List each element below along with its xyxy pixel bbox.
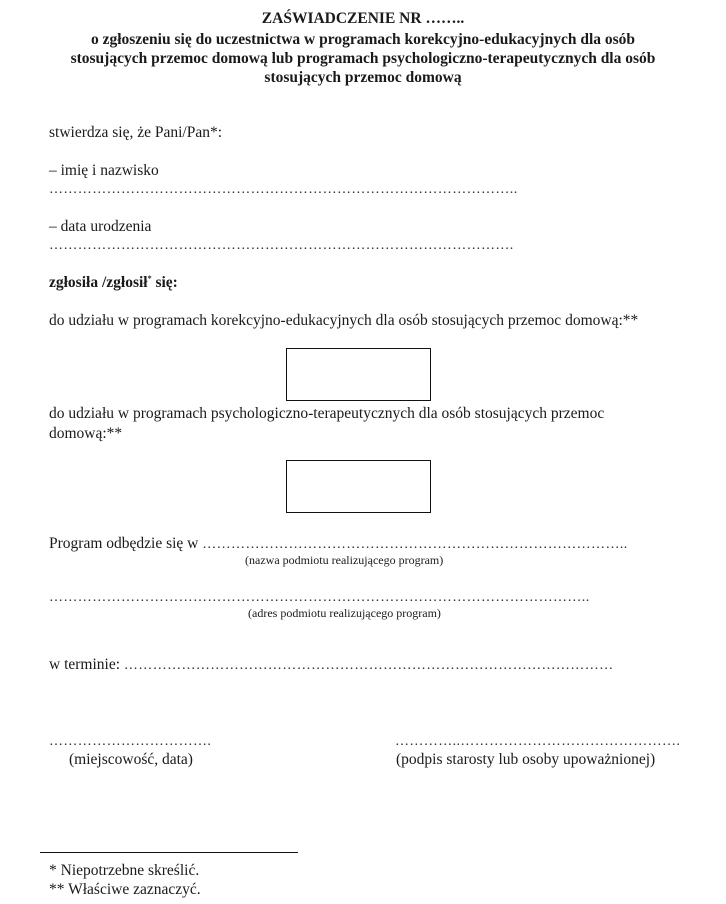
name-label: – imię i nazwisko bbox=[49, 162, 159, 179]
declared-text: zgłosiła /zgłosił bbox=[49, 274, 148, 291]
document-subtitle-line-3: stosujących przemoc domową bbox=[264, 69, 462, 86]
birth-date-label: – data urodzenia bbox=[49, 218, 152, 235]
signature-field[interactable]: …………..………………………………………. bbox=[395, 734, 681, 749]
declared-asterisk: * bbox=[147, 273, 152, 283]
footnote-divider bbox=[40, 852, 298, 853]
program-term-row bbox=[49, 656, 614, 674]
option-psychological-checkbox[interactable] bbox=[286, 460, 431, 513]
option-corrective-educational-checkbox[interactable] bbox=[286, 348, 431, 401]
program-term-label: w terminie: bbox=[49, 656, 124, 673]
declared-heading bbox=[49, 274, 178, 292]
program-term-field[interactable]: ………………………………………………………………………………………… bbox=[123, 658, 614, 673]
program-location-label: Program odbędzie się w bbox=[49, 535, 203, 552]
option-psychological-label-line-2: domową:** bbox=[49, 425, 123, 442]
birth-date-field[interactable]: ……………………………………………………………………………………. bbox=[49, 238, 514, 253]
option-corrective-educational-label: do udziału w programach korekcyjno-edukacyjnych dla osób stosujących przemoc domową:** bbox=[49, 312, 639, 329]
declared-suffix: się: bbox=[151, 274, 178, 291]
option-psychological-label-line-1: do udziału w programach psychologiczno-terapeutycznych dla osób stosujących przemoc bbox=[49, 405, 605, 422]
program-location-field[interactable]: …………………………………………………………………………….. bbox=[202, 537, 628, 552]
program-location-caption: (nazwa podmiotu realizującego program) bbox=[245, 553, 444, 567]
place-date-caption: (miejscowość, data) bbox=[69, 751, 193, 768]
footnote-strike: * Niepotrzebne skreślić. bbox=[49, 862, 200, 879]
document-title: ZAŚWIADCZENIE NR …….. bbox=[261, 10, 465, 27]
document-subtitle-line-1: o zgłoszeniu się do uczestnictwa w programach korekcyjno-edukacyjnych dla osób bbox=[90, 31, 636, 48]
program-address-field[interactable]: ………………………………………………………………………………………………….. bbox=[49, 590, 590, 605]
program-address-caption: (adres podmiotu realizującego program) bbox=[248, 606, 441, 620]
footnote-mark: ** Właściwe zaznaczyć. bbox=[49, 881, 201, 898]
name-field[interactable]: …………………………………………………………………………………….. bbox=[49, 182, 518, 197]
signature-caption: (podpis starosty lub osoby upoważnionej) bbox=[396, 751, 656, 768]
program-location-row bbox=[49, 535, 628, 553]
intro-text: stwierdza się, że Pani/Pan*: bbox=[49, 124, 223, 141]
place-date-field[interactable]: ……………………………. bbox=[49, 734, 212, 749]
document-subtitle-line-2: stosujących przemoc domową lub programach psychologiczno-terapeutycznych dla osób bbox=[70, 50, 656, 67]
